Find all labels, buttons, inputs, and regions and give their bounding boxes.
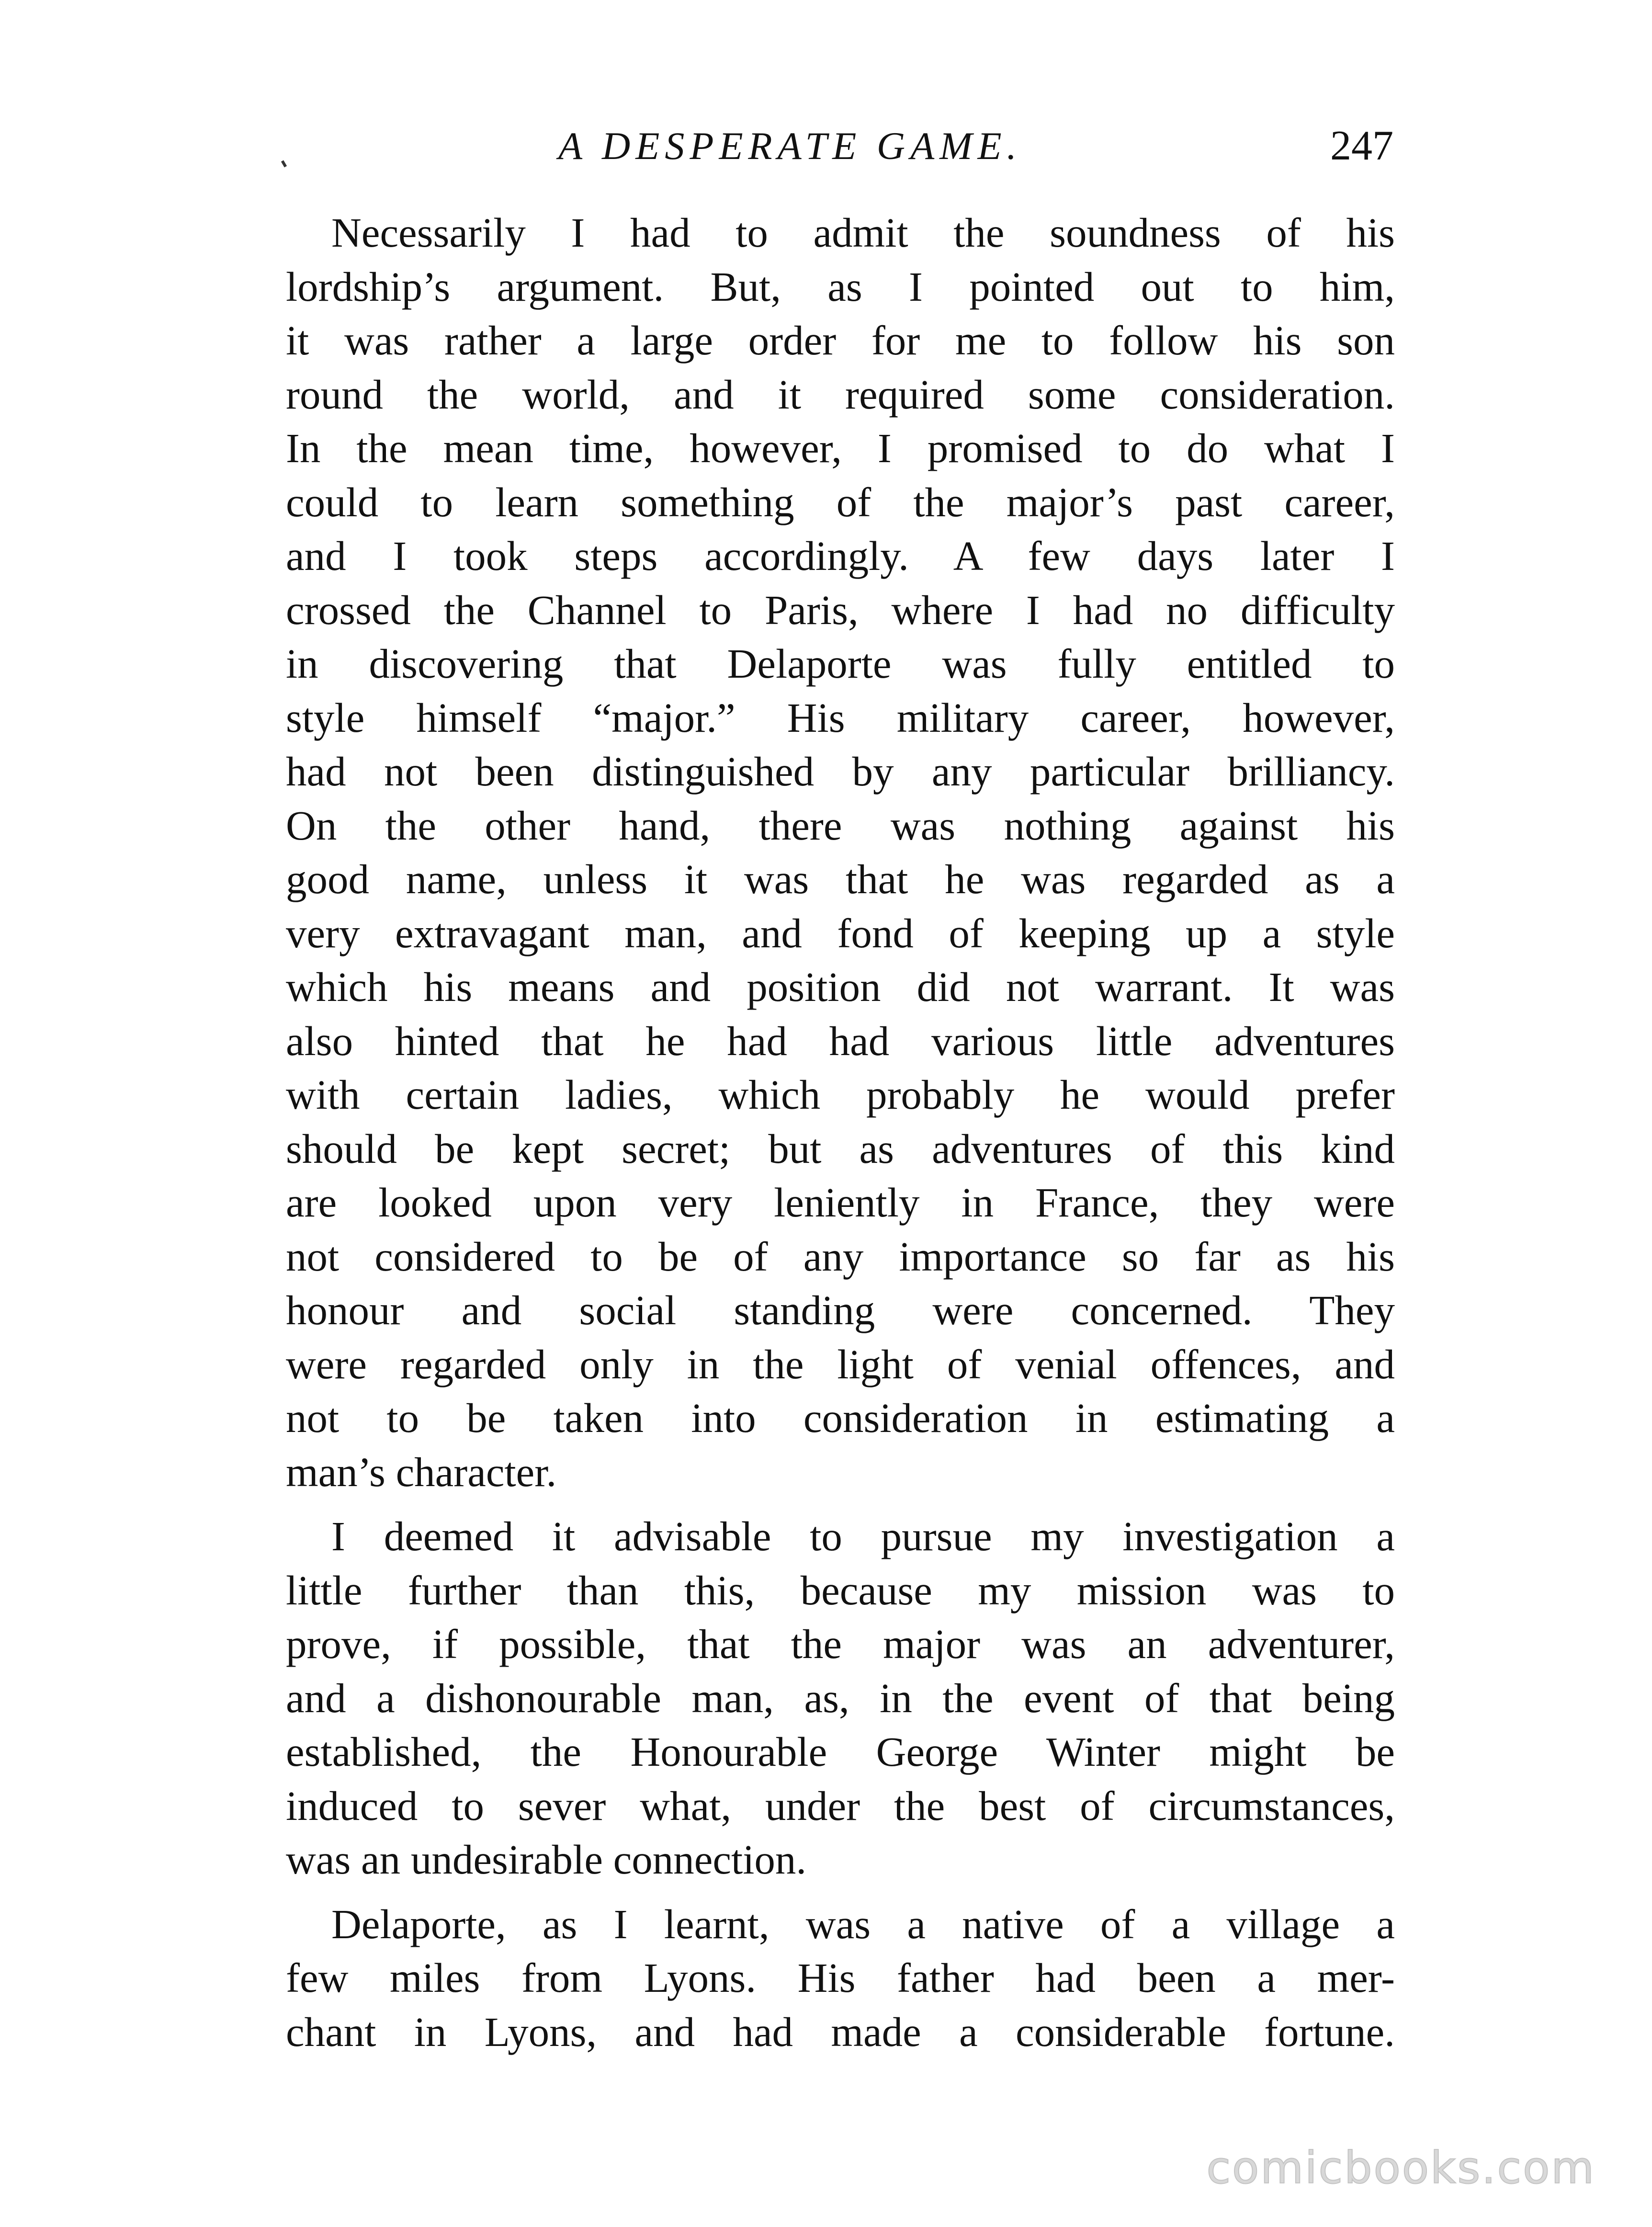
running-title: A DESPERATE GAME. [558, 124, 1022, 168]
text-line: in discovering that Delaporte was fully entitled to [286, 640, 1395, 687]
text-line: few miles from Lyons. His father had been a mer- [286, 1954, 1395, 2001]
text-line: Necessarily I had to admit the soundness of his [331, 209, 1395, 256]
page-number: 247 [1330, 123, 1393, 169]
text-line: were regarded only in the light of venial offences, and [286, 1341, 1395, 1387]
text-line: man’s character. [286, 1448, 557, 1495]
text-line: lordship’s argument. But, as I pointed out to him, [286, 263, 1395, 310]
text-line: it was rather a large order for me to follow his son [286, 317, 1395, 364]
text-line: chant in Lyons, and had made a considerable fortune. [286, 2008, 1395, 2055]
text-line: honour and social standing were concerned. They [286, 1287, 1395, 1333]
text-line: very extravagant man, and fond of keeping up a style [286, 909, 1395, 956]
text-line: induced to sever what, under the best of circumstances, [286, 1782, 1395, 1829]
text-line: I deemed it advisable to pursue my investigation a [331, 1513, 1395, 1559]
text-line: not to be taken into consideration in estimating a [286, 1395, 1395, 1441]
text-line: not considered to be of any importance so far as his [286, 1233, 1395, 1280]
text-line: On the other hand, there was nothing against his [286, 802, 1395, 849]
text-line: and I took steps accordingly. A few days later I [286, 533, 1395, 579]
text-line: little further than this, because my mission was to [286, 1567, 1395, 1613]
text-line: should be kept secret; but as adventures of this kind [286, 1125, 1395, 1172]
text-line: also hinted that he had had various little adventures [286, 1017, 1395, 1064]
watermark: comicbooks.com [1206, 2142, 1595, 2193]
paragraph [286, 206, 1395, 1499]
running-head [287, 117, 1393, 175]
print-mark [281, 160, 287, 167]
text-line: prove, if possible, that the major was an adventurer, [286, 1621, 1395, 1667]
paragraph [286, 1510, 1395, 1887]
text-line: with certain ladies, which probably he would prefer [286, 1071, 1395, 1118]
body-text [286, 206, 1395, 2059]
text-line: good name, unless it was that he was regarded as a [286, 856, 1395, 902]
text-line: Delaporte, as I learnt, was a native of a village a [331, 1900, 1395, 1947]
text-line: and a dishonourable man, as, in the event of that being [286, 1674, 1395, 1721]
text-line: had not been distinguished by any particular brilliancy. [286, 748, 1395, 795]
text-line: style himself “major.” His military career, however, [286, 694, 1395, 741]
text-line: was an undesirable connection. [286, 1836, 807, 1883]
text-line: are looked upon very leniently in France, they were [286, 1179, 1395, 1226]
text-line: round the world, and it required some consideration. [286, 371, 1395, 418]
paragraph [286, 1897, 1395, 2059]
text-line: which his means and position did not warrant. It was [286, 964, 1395, 1010]
text-line: established, the Honourable George Winter might be [286, 1728, 1395, 1775]
text-line: could to learn something of the major’s past career, [286, 478, 1395, 525]
text-line: In the mean time, however, I promised to do what I [286, 425, 1395, 471]
text-line: crossed the Channel to Paris, where I had no difficulty [286, 586, 1395, 633]
